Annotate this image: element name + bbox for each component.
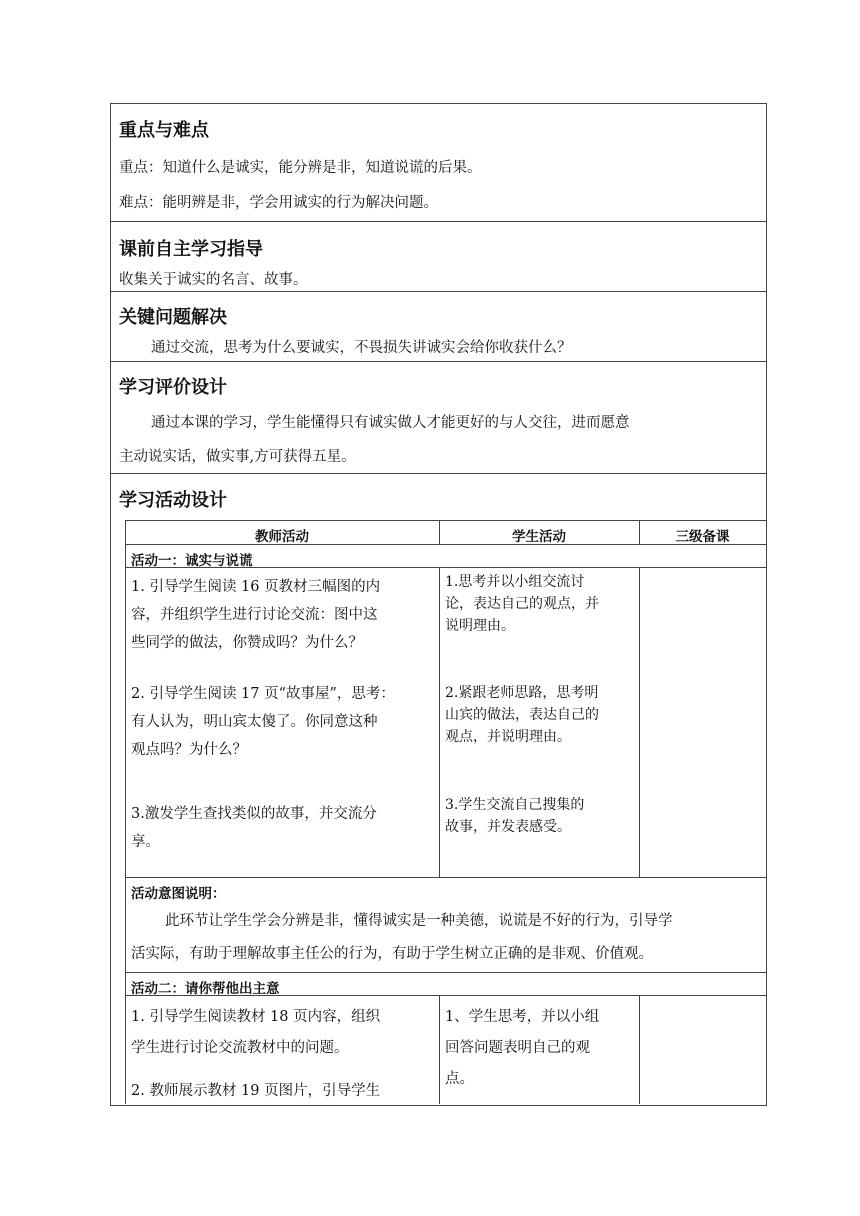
activity-2-title: 活动二：请你帮他出主意: [131, 981, 280, 997]
key-problem-text: 通过交流，思考为什么要诚实，不畏损失讲诚实会给你收获什么？: [151, 340, 572, 356]
pre-study-section: [111, 221, 766, 292]
activity-1-title: 活动一：诚实与说谎: [131, 553, 253, 569]
column-header-prep: 三级备课: [675, 529, 730, 545]
pre-study-text: 收集关于诚实的名言、故事。: [119, 272, 308, 288]
student-step-2: 2.紧跟老师思路，思考明 山宾的做法，表达自己的 观点，并说明理由。: [445, 685, 599, 745]
student-step-1: 1.思考并以小组交流讨 论，表达自己的观点，并 说明理由。: [445, 574, 599, 634]
intent-title: 活动意图说明：: [131, 886, 226, 902]
key-points-heading: 重点与难点: [119, 120, 209, 141]
pre-study-heading: 课前自主学习指导: [119, 239, 263, 260]
lesson-plan-table: [110, 103, 767, 1106]
evaluation-line-2: 主动说实话，做实事,方可获得五星。: [119, 449, 356, 465]
key-points-section: [111, 104, 766, 222]
evaluation-section: [111, 361, 766, 474]
column-header-teacher: 教师活动: [255, 529, 309, 545]
teacher-step-1: 1. 引导学生阅读 16 页教材三幅图的内 容，并组织学生进行讨论交流：图中这 些同学的做法，你赞成吗？为什么？: [131, 579, 381, 651]
intent-line-1: 此环节让学生学会分辨是非，懂得诚实是一种美德，说谎是不好的行为，引导学: [165, 913, 673, 929]
evaluation-heading: 学习评价设计: [119, 377, 227, 398]
column-header-student: 学生活动: [512, 529, 566, 545]
key-problem-section: [111, 291, 766, 362]
student-step-3: 3.学生交流自己搜集的 故事，并发表感受。: [445, 797, 585, 835]
activity-design-heading: 学习活动设计: [119, 490, 227, 511]
activity-table: [125, 520, 766, 1104]
difficulty-line: 难点：能明辨是非，学会用诚实的行为解决问题。: [119, 195, 438, 211]
teacher-step-2: 2. 引导学生阅读 17 页“故事屋”，思考： 有人认为，明山宾太傻了。你同意这种 观点吗？为什么？: [131, 686, 395, 758]
activity-2-teacher-step-2: 2. 教师展示教材 19 页图片，引导学生: [131, 1083, 381, 1099]
activity-2-teacher-step-1: 1. 引导学生阅读教材 18 页内容，组织 学生进行讨论交流教材中的问题。: [131, 1009, 381, 1056]
intent-line-2: 活实际，有助于理解故事主任公的行为，有助于学生树立正确的是非观、价值观。: [131, 946, 653, 962]
evaluation-line-1: 通过本课的学习，学生能懂得只有诚实做人才能更好的与人交往，进而愿意: [151, 415, 630, 431]
key-point-line: 重点：知道什么是诚实，能分辨是非，知道说谎的后果。: [119, 160, 482, 176]
activity-2-student-step-1: 1、学生思考，并以小组 回答问题表明自己的观 点。: [445, 1009, 600, 1087]
key-problem-heading: 关键问题解决: [119, 307, 227, 328]
teacher-step-3: 3.激发学生查找类似的故事，并交流分 享。: [131, 806, 377, 850]
